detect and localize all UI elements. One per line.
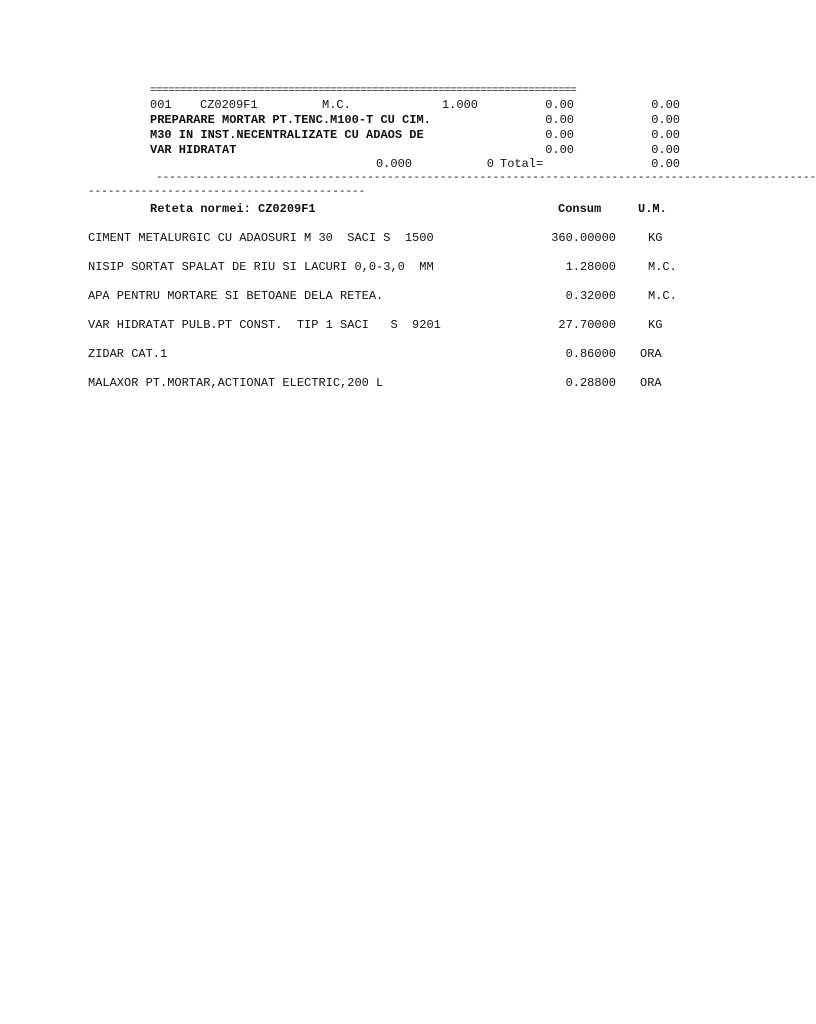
dashed-rule-2: ------------------------------------------ [88, 186, 366, 198]
item-description-line-2: M30 IN INST.NECENTRALIZATE CU ADAOS DE [150, 128, 424, 142]
recipe-row-1-um: KG [648, 231, 663, 245]
dashed-rule-1: ---------------------------------------------------------------------------------------------------- [156, 172, 816, 184]
recipe-row-4-consum: 27.70000 [558, 318, 616, 332]
totals-zero: 0 [486, 157, 494, 171]
item-code: CZ0209F1 [200, 98, 258, 112]
totals-label: Total= [500, 157, 544, 171]
recipe-row-3-consum: 0.32000 [565, 289, 616, 303]
recipe-row-1-name: CIMENT METALURGIC CU ADAOSURI M 30 SACI S 1500 [88, 231, 434, 245]
totals-qty: 0.000 [375, 157, 412, 171]
desc-line-3-value2: 0.00 [651, 143, 680, 157]
recipe-row-3-um: M.C. [648, 289, 677, 303]
recipe-row-5-consum: 0.86000 [565, 347, 616, 361]
column-header-consum: Consum [558, 202, 602, 216]
recipe-title: Reteta normei: CZ0209F1 [150, 202, 316, 216]
desc-line-3-value1: 0.00 [545, 143, 574, 157]
item-value1: 0.00 [545, 98, 574, 112]
item-value2: 0.00 [651, 98, 680, 112]
recipe-row-5-um: ORA [640, 347, 662, 361]
totals-value: 0.00 [651, 157, 680, 171]
recipe-row-6-um: ORA [640, 376, 662, 390]
desc-line-2-value1: 0.00 [545, 128, 574, 142]
item-description-line-3: VAR HIDRATAT [150, 143, 237, 157]
item-quantity: 1.000 [441, 98, 478, 112]
recipe-row-3-name: APA PENTRU MORTARE SI BETOANE DELA RETEA. [88, 289, 384, 303]
recipe-row-1-consum: 360.00000 [551, 231, 616, 245]
desc-line-1-value2: 0.00 [651, 113, 680, 127]
item-nr: 001 [150, 98, 172, 112]
recipe-row-4-name: VAR HIDRATAT PULB.PT CONST. TIP 1 SACI S 9201 [88, 318, 441, 332]
recipe-row-6-name: MALAXOR PT.MORTAR,ACTIONAT ELECTRIC,200 L [88, 376, 384, 390]
recipe-row-2-name: NISIP SORTAT SPALAT DE RIU SI LACURI 0,0-3,0 MM [88, 260, 434, 274]
recipe-row-5-name: ZIDAR CAT.1 [88, 347, 168, 361]
recipe-row-6-consum: 0.28800 [565, 376, 616, 390]
desc-line-2-value2: 0.00 [651, 128, 680, 142]
recipe-row-2-consum: 1.28000 [565, 260, 616, 274]
desc-line-1-value1: 0.00 [545, 113, 574, 127]
recipe-row-2-um: M.C. [648, 260, 677, 274]
item-description-line-1: PREPARARE MORTAR PT.TENC.M100-T CU CIM. [150, 113, 431, 127]
recipe-row-4-um: KG [648, 318, 663, 332]
top-double-rule: ======================================================================= [150, 85, 577, 97]
column-header-um: U.M. [638, 202, 667, 216]
item-um: M.C. [322, 98, 351, 112]
